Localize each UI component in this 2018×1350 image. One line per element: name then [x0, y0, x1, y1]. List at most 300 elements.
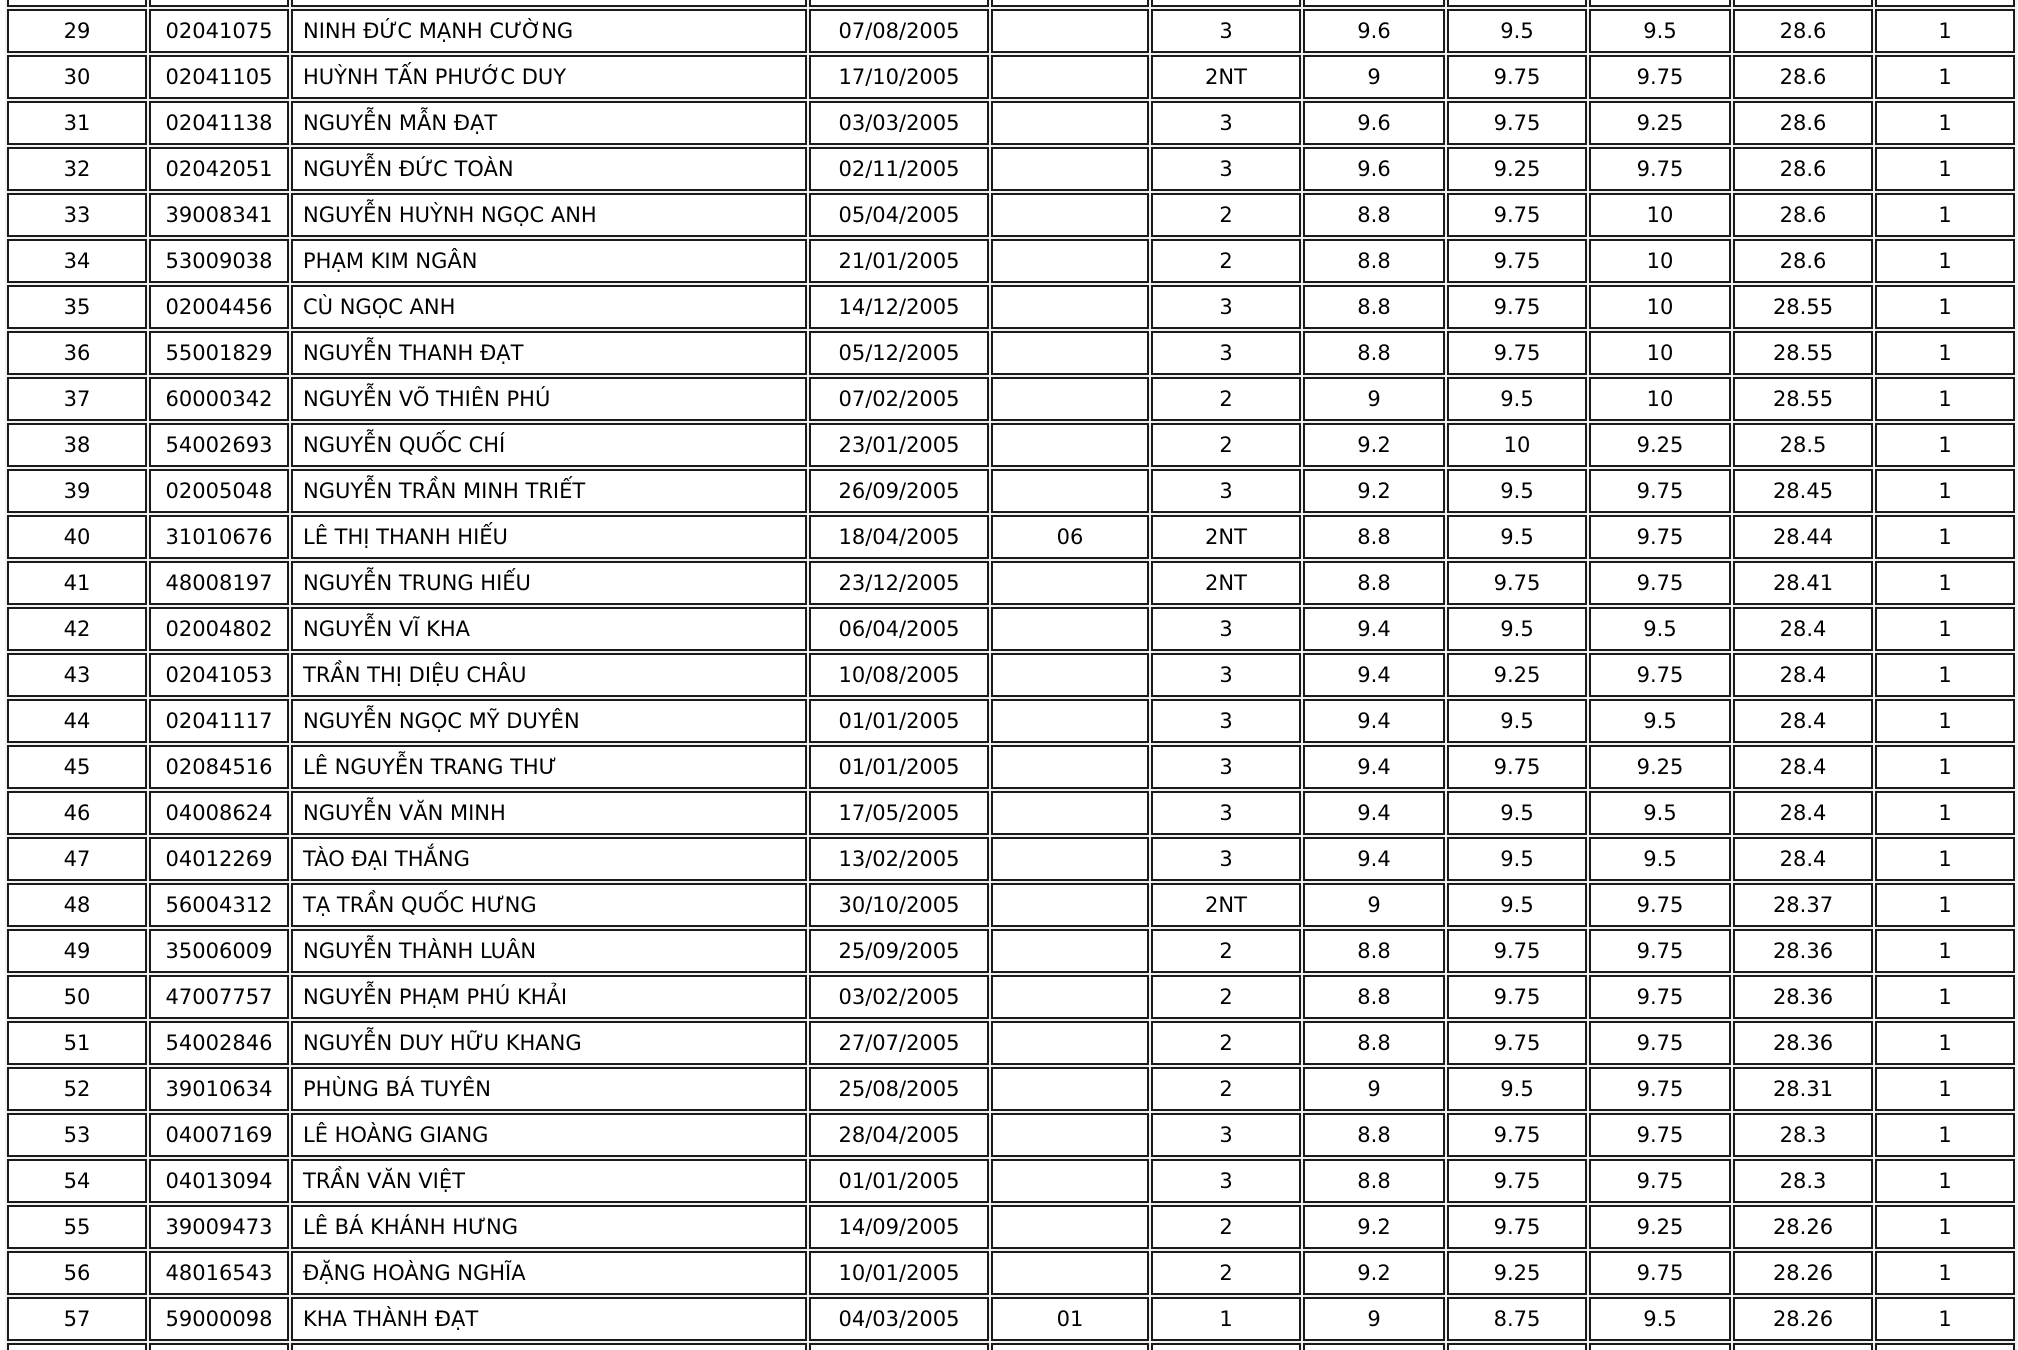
date-of-birth: 30/10/2005 — [809, 883, 989, 927]
date-of-birth: 13/02/2005 — [809, 837, 989, 881]
student-name: TẠ TRẦN QUỐC HƯNG — [291, 883, 807, 927]
area-code-clipped — [1151, 1343, 1301, 1350]
student-name: NGUYỄN PHẠM PHÚ KHẢI — [291, 975, 807, 1019]
total-score: 28.55 — [1733, 377, 1873, 421]
score-3: 9.75 — [1589, 1251, 1731, 1295]
area-code: 2NT — [1151, 561, 1301, 605]
table-row — [7, 469, 2015, 513]
aspiration-order: 1 — [1875, 1297, 2015, 1341]
student-name: NGUYỄN QUỐC CHÍ — [291, 423, 807, 467]
row-number: 45 — [7, 745, 147, 789]
score-3: 9.25 — [1589, 745, 1731, 789]
student-id: 54002693 — [149, 423, 289, 467]
area-code: 2 — [1151, 377, 1301, 421]
table-row — [7, 561, 2015, 605]
score-3: 9.75 — [1589, 929, 1731, 973]
priority-code — [991, 193, 1149, 237]
date-of-birth: 25/09/2005 — [809, 929, 989, 973]
score-2: 9.5 — [1447, 469, 1587, 513]
student-id: 55001829 — [149, 331, 289, 375]
aspiration-order: 1 — [1875, 1067, 2015, 1111]
student-name: NGUYỄN THANH ĐẠT — [291, 331, 807, 375]
student-name: PHẠM KIM NGÂN — [291, 239, 807, 283]
priority-code — [991, 55, 1149, 99]
priority-code — [991, 561, 1149, 605]
table-row — [7, 147, 2015, 191]
total-score: 28.4 — [1733, 699, 1873, 743]
date-of-birth: 01/01/2005 — [809, 699, 989, 743]
table-row — [7, 9, 2015, 53]
priority-code — [991, 837, 1149, 881]
score-3: 9.25 — [1589, 101, 1731, 145]
aspiration-order: 1 — [1875, 423, 2015, 467]
table-row — [7, 1021, 2015, 1065]
score-2: 9.75 — [1447, 193, 1587, 237]
student-id: 39008341 — [149, 193, 289, 237]
score-2-clipped — [1447, 1343, 1587, 1350]
table-row — [7, 1205, 2015, 1249]
score-3: 9.75 — [1589, 469, 1731, 513]
score-1: 8.8 — [1303, 239, 1445, 283]
priority-code — [991, 239, 1149, 283]
table-row — [7, 331, 2015, 375]
row-number-clipped — [7, 0, 147, 7]
score-2: 9.75 — [1447, 561, 1587, 605]
row-number: 33 — [7, 193, 147, 237]
row-number: 50 — [7, 975, 147, 1019]
score-1: 9.4 — [1303, 653, 1445, 697]
student-id: 59000098 — [149, 1297, 289, 1341]
student-name: NGUYỄN TRẦN MINH TRIẾT — [291, 469, 807, 513]
priority-code — [991, 1021, 1149, 1065]
table-row — [7, 1159, 2015, 1203]
aspiration-order: 1 — [1875, 607, 2015, 651]
priority-code — [991, 929, 1149, 973]
student-id: 04007169 — [149, 1113, 289, 1157]
score-1: 9.2 — [1303, 1205, 1445, 1249]
score-2: 9.25 — [1447, 147, 1587, 191]
score-2: 9.75 — [1447, 1021, 1587, 1065]
area-code: 3 — [1151, 837, 1301, 881]
priority-code — [991, 101, 1149, 145]
score-1: 9.4 — [1303, 699, 1445, 743]
total-score: 28.44 — [1733, 515, 1873, 559]
row-number: 51 — [7, 1021, 147, 1065]
student-id: 02041117 — [149, 699, 289, 743]
score-1-clipped — [1303, 1343, 1445, 1350]
student-name: LÊ BÁ KHÁNH HƯNG — [291, 1205, 807, 1249]
date-of-birth: 23/12/2005 — [809, 561, 989, 605]
score-2: 8.75 — [1447, 1297, 1587, 1341]
student-id: 35006009 — [149, 929, 289, 973]
score-2: 10 — [1447, 423, 1587, 467]
aspiration-order: 1 — [1875, 285, 2015, 329]
date-of-birth: 06/04/2005 — [809, 607, 989, 651]
priority-code: 01 — [991, 1297, 1149, 1341]
score-1: 9.2 — [1303, 423, 1445, 467]
score-2: 9.75 — [1447, 285, 1587, 329]
priority-code — [991, 1159, 1149, 1203]
area-code: 3 — [1151, 745, 1301, 789]
aspiration-order: 1 — [1875, 883, 2015, 927]
area-code: 2 — [1151, 239, 1301, 283]
total-score: 28.4 — [1733, 607, 1873, 651]
score-1: 9.6 — [1303, 147, 1445, 191]
score-1: 8.8 — [1303, 1113, 1445, 1157]
date-of-birth: 05/12/2005 — [809, 331, 989, 375]
area-code: 2 — [1151, 1067, 1301, 1111]
area-code: 3 — [1151, 607, 1301, 651]
student-id: 02042051 — [149, 147, 289, 191]
student-name: NGUYỄN HUỲNH NGỌC ANH — [291, 193, 807, 237]
area-code: 2NT — [1151, 55, 1301, 99]
student-id-clipped — [149, 1343, 289, 1350]
total-score-clipped — [1733, 0, 1873, 7]
area-code: 1 — [1151, 1297, 1301, 1341]
priority-code — [991, 1205, 1149, 1249]
score-2: 9.75 — [1447, 239, 1587, 283]
score-3: 10 — [1589, 331, 1731, 375]
aspiration-order: 1 — [1875, 193, 2015, 237]
aspiration-order: 1 — [1875, 929, 2015, 973]
priority-code — [991, 423, 1149, 467]
row-number: 53 — [7, 1113, 147, 1157]
score-2: 9.25 — [1447, 653, 1587, 697]
student-id: 02041138 — [149, 101, 289, 145]
student-name: TRẦN VĂN VIỆT — [291, 1159, 807, 1203]
student-id: 02084516 — [149, 745, 289, 789]
score-3-clipped — [1589, 0, 1731, 7]
score-3: 9.75 — [1589, 147, 1731, 191]
priority-code — [991, 331, 1149, 375]
area-code: 3 — [1151, 331, 1301, 375]
score-1: 8.8 — [1303, 285, 1445, 329]
student-name: LÊ NGUYỄN TRANG THƯ — [291, 745, 807, 789]
score-3: 10 — [1589, 193, 1731, 237]
priority-code — [991, 469, 1149, 513]
score-3: 9.75 — [1589, 1021, 1731, 1065]
score-1: 9 — [1303, 377, 1445, 421]
score-2: 9.5 — [1447, 837, 1587, 881]
date-of-birth: 23/01/2005 — [809, 423, 989, 467]
priority-code — [991, 883, 1149, 927]
row-number: 46 — [7, 791, 147, 835]
score-1: 8.8 — [1303, 929, 1445, 973]
score-3-clipped — [1589, 1343, 1731, 1350]
table-row — [7, 653, 2015, 697]
score-2: 9.75 — [1447, 55, 1587, 99]
date-of-birth: 14/12/2005 — [809, 285, 989, 329]
total-score: 28.36 — [1733, 975, 1873, 1019]
score-3: 9.5 — [1589, 607, 1731, 651]
total-score: 28.6 — [1733, 239, 1873, 283]
area-code-clipped — [1151, 0, 1301, 7]
row-number: 32 — [7, 147, 147, 191]
student-id: 04013094 — [149, 1159, 289, 1203]
score-2-clipped — [1447, 0, 1587, 7]
score-1: 9 — [1303, 1067, 1445, 1111]
priority-code — [991, 607, 1149, 651]
area-code: 3 — [1151, 147, 1301, 191]
score-1: 9 — [1303, 55, 1445, 99]
partial-row — [7, 1343, 2015, 1350]
total-score: 28.37 — [1733, 883, 1873, 927]
date-of-birth: 28/04/2005 — [809, 1113, 989, 1157]
score-2: 9.75 — [1447, 929, 1587, 973]
total-score: 28.36 — [1733, 1021, 1873, 1065]
score-3: 10 — [1589, 377, 1731, 421]
total-score: 28.4 — [1733, 653, 1873, 697]
area-code: 2 — [1151, 1251, 1301, 1295]
score-1: 8.8 — [1303, 193, 1445, 237]
total-score: 28.31 — [1733, 1067, 1873, 1111]
area-code: 3 — [1151, 1159, 1301, 1203]
table-row — [7, 699, 2015, 743]
score-3: 9.75 — [1589, 55, 1731, 99]
score-3: 9.5 — [1589, 699, 1731, 743]
total-score: 28.55 — [1733, 331, 1873, 375]
aspiration-order: 1 — [1875, 1113, 2015, 1157]
table-row — [7, 1067, 2015, 1111]
priority-code — [991, 791, 1149, 835]
score-3: 9.75 — [1589, 653, 1731, 697]
score-1: 9.2 — [1303, 469, 1445, 513]
priority-code — [991, 285, 1149, 329]
score-2: 9.5 — [1447, 883, 1587, 927]
row-number: 29 — [7, 9, 147, 53]
student-id: 56004312 — [149, 883, 289, 927]
student-name: ĐẶNG HOÀNG NGHĨA — [291, 1251, 807, 1295]
table-row — [7, 883, 2015, 927]
student-id: 02041075 — [149, 9, 289, 53]
student-id: 48008197 — [149, 561, 289, 605]
score-2: 9.5 — [1447, 1067, 1587, 1111]
date-of-birth: 01/01/2005 — [809, 1159, 989, 1203]
date-of-birth: 02/11/2005 — [809, 147, 989, 191]
table-row — [7, 607, 2015, 651]
area-code: 2 — [1151, 929, 1301, 973]
table-row — [7, 55, 2015, 99]
score-2: 9.25 — [1447, 1251, 1587, 1295]
total-score: 28.6 — [1733, 55, 1873, 99]
score-3: 9.75 — [1589, 1113, 1731, 1157]
row-number: 38 — [7, 423, 147, 467]
score-2: 9.75 — [1447, 1159, 1587, 1203]
score-3: 9.5 — [1589, 837, 1731, 881]
table-row — [7, 1251, 2015, 1295]
area-code: 3 — [1151, 653, 1301, 697]
score-3: 9.75 — [1589, 515, 1731, 559]
results-table — [5, 0, 2017, 1350]
aspiration-order: 1 — [1875, 745, 2015, 789]
student-name: LÊ THỊ THANH HIẾU — [291, 515, 807, 559]
student-id: 48016543 — [149, 1251, 289, 1295]
student-name: HUỲNH TẤN PHƯỚC DUY — [291, 55, 807, 99]
student-name: NGUYỄN VĨ KHA — [291, 607, 807, 651]
score-2: 9.75 — [1447, 1205, 1587, 1249]
score-1: 9.6 — [1303, 101, 1445, 145]
score-2: 9.5 — [1447, 699, 1587, 743]
score-1: 9 — [1303, 1297, 1445, 1341]
aspiration-order: 1 — [1875, 469, 2015, 513]
score-3: 10 — [1589, 239, 1731, 283]
row-number: 39 — [7, 469, 147, 513]
student-name: TÀO ĐẠI THẮNG — [291, 837, 807, 881]
aspiration-order: 1 — [1875, 147, 2015, 191]
student-id: 53009038 — [149, 239, 289, 283]
date-of-birth: 07/02/2005 — [809, 377, 989, 421]
student-name: KHA THÀNH ĐẠT — [291, 1297, 807, 1341]
score-2: 9.5 — [1447, 607, 1587, 651]
area-code: 3 — [1151, 285, 1301, 329]
total-score: 28.4 — [1733, 837, 1873, 881]
date-of-birth: 10/08/2005 — [809, 653, 989, 697]
score-1: 9.4 — [1303, 745, 1445, 789]
area-code: 3 — [1151, 1113, 1301, 1157]
row-number: 55 — [7, 1205, 147, 1249]
priority-code — [991, 9, 1149, 53]
aspiration-order: 1 — [1875, 561, 2015, 605]
student-name: LÊ HOÀNG GIANG — [291, 1113, 807, 1157]
student-name-clipped — [291, 1343, 807, 1350]
date-of-birth: 21/01/2005 — [809, 239, 989, 283]
score-1: 9.4 — [1303, 837, 1445, 881]
priority-code: 06 — [991, 515, 1149, 559]
area-code: 2 — [1151, 975, 1301, 1019]
date-of-birth: 07/08/2005 — [809, 9, 989, 53]
aspiration-order: 1 — [1875, 791, 2015, 835]
date-of-birth: 17/10/2005 — [809, 55, 989, 99]
date-of-birth: 18/04/2005 — [809, 515, 989, 559]
score-1: 8.8 — [1303, 1159, 1445, 1203]
date-of-birth: 25/08/2005 — [809, 1067, 989, 1111]
priority-code — [991, 1113, 1149, 1157]
student-name: PHÙNG BÁ TUYÊN — [291, 1067, 807, 1111]
score-1: 9.4 — [1303, 607, 1445, 651]
row-number: 48 — [7, 883, 147, 927]
student-name: NGUYỄN MẪN ĐẠT — [291, 101, 807, 145]
student-name: NGUYỄN DUY HỮU KHANG — [291, 1021, 807, 1065]
score-3: 10 — [1589, 285, 1731, 329]
table-row — [7, 193, 2015, 237]
area-code: 3 — [1151, 469, 1301, 513]
table-row — [7, 423, 2015, 467]
aspiration-order: 1 — [1875, 1205, 2015, 1249]
date-of-birth: 01/01/2005 — [809, 745, 989, 789]
priority-code — [991, 377, 1149, 421]
area-code: 3 — [1151, 101, 1301, 145]
aspiration-order-clipped — [1875, 0, 2015, 7]
total-score: 28.55 — [1733, 285, 1873, 329]
row-number: 47 — [7, 837, 147, 881]
row-number: 54 — [7, 1159, 147, 1203]
date-of-birth: 05/04/2005 — [809, 193, 989, 237]
score-2: 9.75 — [1447, 101, 1587, 145]
score-3: 9.75 — [1589, 883, 1731, 927]
priority-code — [991, 699, 1149, 743]
row-number: 49 — [7, 929, 147, 973]
total-score: 28.6 — [1733, 101, 1873, 145]
score-3: 9.75 — [1589, 561, 1731, 605]
score-2: 9.5 — [1447, 9, 1587, 53]
student-id: 39010634 — [149, 1067, 289, 1111]
row-number: 56 — [7, 1251, 147, 1295]
priority-code — [991, 1251, 1149, 1295]
total-score: 28.6 — [1733, 9, 1873, 53]
student-name: NGUYỄN NGỌC MỸ DUYÊN — [291, 699, 807, 743]
row-number: 35 — [7, 285, 147, 329]
student-id: 02041053 — [149, 653, 289, 697]
row-number: 31 — [7, 101, 147, 145]
student-name-clipped — [291, 0, 807, 7]
score-1: 8.8 — [1303, 561, 1445, 605]
priority-code — [991, 975, 1149, 1019]
student-name: NGUYỄN TRUNG HIẾU — [291, 561, 807, 605]
aspiration-order: 1 — [1875, 1251, 2015, 1295]
priority-code — [991, 147, 1149, 191]
area-code: 2 — [1151, 423, 1301, 467]
score-2: 9.5 — [1447, 791, 1587, 835]
table-row — [7, 929, 2015, 973]
aspiration-order: 1 — [1875, 1021, 2015, 1065]
score-3: 9.5 — [1589, 791, 1731, 835]
area-code: 2NT — [1151, 883, 1301, 927]
row-number: 52 — [7, 1067, 147, 1111]
date-of-birth: 04/03/2005 — [809, 1297, 989, 1341]
score-3: 9.5 — [1589, 9, 1731, 53]
score-3: 9.25 — [1589, 1205, 1731, 1249]
total-score: 28.6 — [1733, 193, 1873, 237]
score-2: 9.5 — [1447, 515, 1587, 559]
priority-code-clipped — [991, 1343, 1149, 1350]
priority-code — [991, 1067, 1149, 1111]
date-of-birth: 03/03/2005 — [809, 101, 989, 145]
total-score: 28.26 — [1733, 1297, 1873, 1341]
score-1: 9 — [1303, 883, 1445, 927]
total-score: 28.41 — [1733, 561, 1873, 605]
score-1: 8.8 — [1303, 1021, 1445, 1065]
score-1: 8.8 — [1303, 515, 1445, 559]
score-3: 9.25 — [1589, 423, 1731, 467]
table-row — [7, 975, 2015, 1019]
student-name: CÙ NGỌC ANH — [291, 285, 807, 329]
student-id: 31010676 — [149, 515, 289, 559]
student-name: NINH ĐỨC MẠNH CƯỜNG — [291, 9, 807, 53]
date-of-birth: 26/09/2005 — [809, 469, 989, 513]
score-2: 9.75 — [1447, 331, 1587, 375]
row-number: 40 — [7, 515, 147, 559]
score-1: 9.4 — [1303, 791, 1445, 835]
table-row — [7, 1297, 2015, 1341]
score-2: 9.75 — [1447, 1113, 1587, 1157]
aspiration-order: 1 — [1875, 699, 2015, 743]
student-id: 02041105 — [149, 55, 289, 99]
aspiration-order: 1 — [1875, 331, 2015, 375]
total-score: 28.4 — [1733, 745, 1873, 789]
table-row — [7, 837, 2015, 881]
area-code: 2 — [1151, 1205, 1301, 1249]
table-row — [7, 377, 2015, 421]
total-score: 28.4 — [1733, 791, 1873, 835]
aspiration-order: 1 — [1875, 9, 2015, 53]
score-2: 9.75 — [1447, 975, 1587, 1019]
row-number: 30 — [7, 55, 147, 99]
area-code: 3 — [1151, 9, 1301, 53]
total-score: 28.26 — [1733, 1205, 1873, 1249]
row-number: 44 — [7, 699, 147, 743]
total-score: 28.26 — [1733, 1251, 1873, 1295]
aspiration-order: 1 — [1875, 377, 2015, 421]
